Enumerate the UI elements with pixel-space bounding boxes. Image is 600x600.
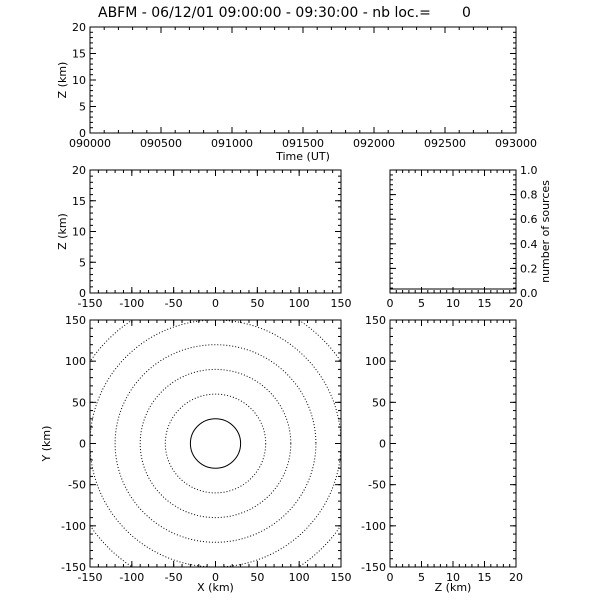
y-tick-label: -100: [61, 519, 86, 533]
x-tick-label: -50: [164, 571, 183, 584]
x-tick-label: 0: [212, 297, 219, 310]
x-tick-label: 15: [477, 297, 492, 310]
panel-time-height: [56, 21, 537, 163]
y-tick-label: 50: [72, 396, 86, 410]
y-tick-label: 0.2: [520, 262, 538, 276]
y-tick-label: -150: [61, 561, 86, 574]
y-tick-label: 0.8: [520, 188, 538, 202]
x-tick-label: -50: [164, 297, 183, 310]
panel-plan-view: [40, 295, 366, 594]
x-tick-label: 10: [446, 297, 460, 310]
y-tick-label: 10: [72, 225, 86, 239]
panel-height-histogram: [387, 164, 553, 310]
range-rings: [65, 295, 366, 591]
y-tick-label: 100: [65, 355, 86, 369]
x-tick-label: 0: [386, 297, 394, 310]
x-tick-label: 100: [288, 571, 310, 584]
y-tick-label: 20: [72, 21, 86, 34]
y-tick-label: 5: [79, 100, 86, 114]
x-tick-label: 10: [446, 571, 460, 584]
y-tick-label: 1.0: [520, 164, 538, 177]
x-tick-label: 50: [250, 571, 265, 584]
x-tick-label: -150: [77, 571, 103, 584]
time-height-y-axis-label: Z (km): [56, 61, 69, 99]
x-tick-label: 150: [330, 571, 352, 584]
time-height-x-axis-label: Time (UT): [276, 150, 330, 163]
x-height-frame: [90, 170, 341, 293]
y-tick-label: 150: [65, 314, 86, 327]
x-tick-label: 150: [330, 297, 352, 310]
x-tick-label: 50: [250, 297, 265, 310]
x-tick-label: 090000: [69, 137, 111, 150]
x-tick-label: 092000: [353, 137, 395, 150]
range-ring-120km: [115, 345, 316, 543]
panel-height-y: [361, 314, 523, 594]
y-tick-label: 100: [365, 355, 386, 369]
y-tick-label: -150: [361, 561, 386, 574]
x-tick-label: -150: [77, 297, 103, 310]
x-tick-label: -100: [119, 571, 145, 584]
x-tick-label: 5: [418, 571, 425, 584]
plan-view-y-axis-label: Y (km): [40, 425, 53, 462]
range-ring-30km: [190, 419, 240, 468]
y-tick-label: 15: [72, 194, 86, 208]
y-tick-label: 20: [72, 164, 86, 177]
y-tick-label: 0: [79, 437, 86, 451]
y-tick-label: 0: [79, 287, 86, 300]
x-height-y-axis-label: Z (km): [56, 213, 69, 250]
x-tick-label: 091000: [211, 137, 253, 150]
y-tick-label: -50: [68, 478, 86, 492]
x-tick-label: -100: [119, 297, 145, 310]
height-y-frame: [390, 320, 516, 567]
y-tick-label: 0.0: [520, 287, 538, 300]
range-ring-90km: [140, 369, 291, 517]
x-tick-label: 20: [509, 571, 523, 584]
y-tick-label: 10: [72, 74, 86, 87]
plan-view-frame: [90, 320, 341, 567]
y-tick-label: 50: [372, 396, 386, 410]
x-tick-label: 091500: [282, 137, 324, 150]
height-histogram-frame: [390, 170, 516, 293]
height-histogram-y-axis-label: number of sources: [539, 180, 552, 283]
x-tick-label: 5: [418, 297, 425, 310]
y-tick-label: -100: [361, 519, 386, 533]
time-height-frame: [90, 27, 516, 133]
height-y-x-axis-label: Z (km): [434, 581, 472, 594]
y-tick-label: -50: [368, 478, 386, 492]
y-tick-label: 0.4: [520, 237, 538, 251]
x-tick-label: 0: [386, 571, 394, 584]
x-tick-label: 090500: [140, 137, 182, 150]
x-tick-label: 15: [477, 571, 492, 584]
x-tick-label: 0: [212, 571, 219, 584]
x-tick-label: 093000: [495, 137, 537, 150]
y-tick-label: 0: [379, 437, 386, 451]
x-tick-label: 20: [509, 297, 523, 310]
x-tick-label: 100: [288, 297, 310, 310]
y-tick-label: 15: [72, 47, 86, 61]
range-ring-60km: [165, 394, 265, 493]
range-ring-180km: [65, 295, 366, 591]
plan-view-x-axis-label: X (km): [197, 581, 234, 594]
x-tick-label: 092500: [424, 137, 466, 150]
range-ring-150km: [90, 320, 341, 567]
y-tick-label: 0: [79, 127, 86, 140]
y-tick-label: 0.6: [520, 213, 538, 227]
panel-x-height: [56, 164, 352, 310]
y-tick-label: 150: [365, 314, 386, 327]
figure-title: ABFM - 06/12/01 09:00:00 - 09:30:00 - nb loc.= 0: [98, 5, 471, 21]
y-tick-label: 5: [79, 256, 86, 270]
